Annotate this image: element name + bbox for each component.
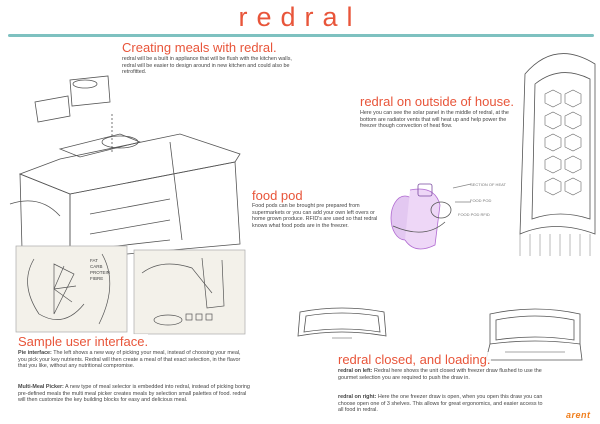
sample-ui-heading: Sample user interface.: [18, 334, 149, 349]
pod-note-3: FOOD POD RFID: [458, 212, 490, 217]
pie-interface-sketch: [14, 244, 129, 334]
title-divider: [8, 34, 594, 37]
redral-closed-sketch: [292, 302, 392, 350]
multi-meal-lead: Multi-Meal Picker:: [18, 384, 64, 390]
closed-right-body: Here the one freezer draw is open, when you open this draw you can choose open one of 3 shelves. This allows for great ergonomics, and easier access to all food in redral.: [338, 394, 543, 414]
food-pod-body: Food pods can be brought pre prepared from supermarkets or you can add your own left overs or home grown produce. RFID's are used so that redral knows what food pods are in the freezer.: [252, 203, 378, 229]
kitchen-sketch: [0, 44, 270, 262]
closed-left-body: Redral here shows the unit closed with freezer draw flushed to use the gourmet selection you are required to push the draw in.: [338, 368, 542, 381]
pie-label-carb: CARB: [90, 264, 103, 269]
meals-heading: Creating meals with redral.: [122, 40, 277, 55]
pie-label-fat: FAT: [90, 258, 98, 263]
page-title: redral: [238, 2, 362, 32]
pod-note-2: FOOD POD: [470, 198, 492, 203]
multi-meal-body: A new type of meal selector is embedded into redral, instead of picking boring pre-defined meals the multi meal picker creates meals by selection small palettes of food. redral will then customize the key building blocks for easy and delicious meal.: [18, 384, 250, 404]
pie-interface-body: The left shows a new way of picking your meal, instead of choosing your meal, you pick your key nutrients. Redral will then create a meal of that exact selection, in the flavor that you like, without any nutritional compromise.: [18, 350, 241, 370]
brand-logo: arent: [566, 410, 591, 420]
pie-label-protein: PROTEIN: [90, 270, 111, 275]
multi-meal-picker-sketch: [132, 248, 247, 336]
closed-left-lead: redral on left:: [338, 368, 373, 374]
outside-body: Here you can see the solar panel in the middle of redral, at the bottom are radiator vents that will heat up and help power the freezer though convection of heat flow.: [360, 110, 509, 130]
outside-house-sketch: [510, 44, 600, 258]
food-pod-heading: food pod: [252, 188, 303, 203]
redral-loading-sketch: [480, 300, 590, 365]
closed-right-text: [338, 394, 543, 414]
closed-left-text: [338, 368, 543, 381]
closed-heading: redral closed, and loading.: [338, 352, 491, 367]
pie-interface-text: [18, 350, 250, 370]
pie-interface-lead: Pie interface:: [18, 350, 52, 356]
multi-meal-text: [18, 384, 250, 404]
closed-right-lead: redral on right:: [338, 394, 377, 400]
meals-body: redral will be a built in appliance that will be flush with the kitchen walls, redral will be easier to design around in new kitchen and could also be retrofitted.: [122, 56, 300, 76]
pod-note-1: SECTION OF HEAT: [470, 182, 506, 187]
outside-heading: redral on outside of house.: [360, 94, 514, 109]
pie-label-fibre: FIBRE: [90, 276, 104, 281]
